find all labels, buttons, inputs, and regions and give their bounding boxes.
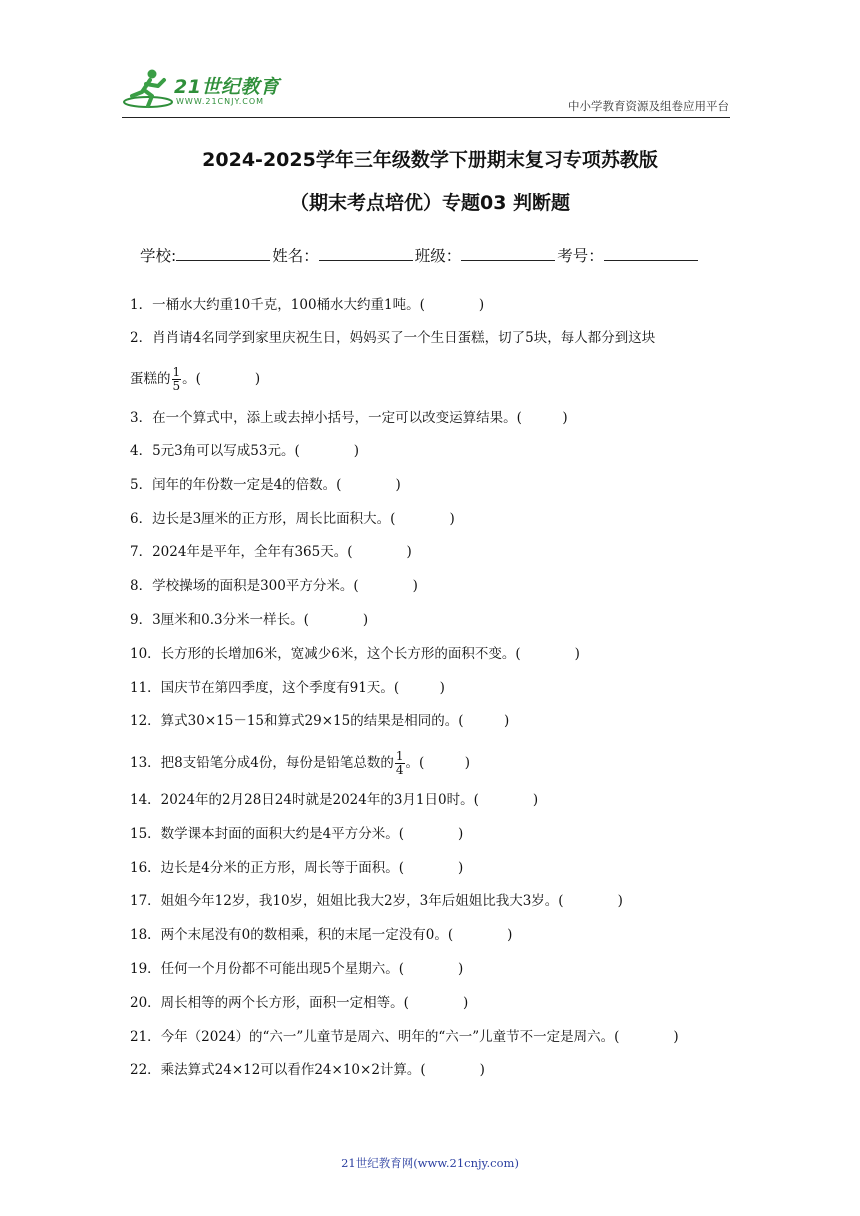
fraction-denominator: 5 [172,379,181,393]
runner-logo-icon [122,66,174,112]
header-divider [122,117,730,118]
question-2-line2 [130,366,260,393]
school-field [140,244,272,266]
class-field [415,244,558,266]
question-11: 11．国庆节在第四季度，这个季度有91天。( ) [130,680,445,696]
question-10: 10．长方形的长增加6米，宽减少6米，这个长方形的面积不变。( ) [130,646,580,662]
class-blank[interactable] [461,244,555,261]
fraction-numerator: 1 [172,365,181,379]
page-header [0,0,860,125]
name-label: 姓名： [272,247,319,265]
question-13 [130,750,470,777]
school-blank[interactable] [176,244,270,261]
question-19: 19．任何一个月份都不可能出现5个星期六。( ) [130,961,464,977]
question-13-suffix: 。( ) [405,755,471,771]
question-18: 18．两个末尾没有0的数相乘，积的末尾一定没有0。( ) [130,927,513,943]
fraction-numerator: 1 [395,749,404,763]
question-9: 9．3厘米和0.3分米一样长。( ) [130,612,369,628]
student-info-row [140,244,740,266]
question-2-line1: 2．肖肖请4名同学到家里庆祝生日，妈妈买了一个生日蛋糕，切了5块，每人都分到这块 [130,330,656,346]
question-14: 14．2024年的2月28日24时就是2024年的3月1日0时。( ) [130,792,539,808]
question-6: 6．边长是3厘米的正方形，周长比面积大。( ) [130,511,455,527]
question-16: 16．边长是4分米的正方形，周长等于面积。( ) [130,860,464,876]
question-20: 20．周长相等的两个长方形，面积一定相等。( ) [130,995,469,1011]
logo-text: 21世纪教育 [174,76,280,98]
page-subtitle: （期末考点培优）专题03 判断题 [289,192,571,214]
fraction-one-fourth [395,750,405,777]
fraction-denominator: 4 [395,763,404,777]
question-13-prefix: 13．把8支铅笔分成4份，每份是铅笔总数的 [130,755,394,771]
page-title: 2024-2025学年三年级数学下册期末复习专项苏教版 [202,149,658,171]
question-8: 8．学校操场的面积是300平方分米。( ) [130,578,418,594]
question-17: 17．姐姐今年12岁，我10岁，姐姐比我大2岁，3年后姐姐比我大3岁。( ) [130,893,623,909]
platform-label: 中小学教育资源及组卷应用平台 [568,99,729,113]
question-15: 15．数学课本封面的面积大约是4平方分米。( ) [130,826,464,842]
question-1: 1．一桶水大约重10千克，100桶水大约重1吨。( ) [130,297,485,313]
question-7: 7．2024年是平年，全年有365天。( ) [130,544,412,560]
question-12: 12．算式30×15－15和算式29×15的结果是相同的。( ) [130,713,510,729]
question-5: 5．闰年的年份数一定是4的倍数。( ) [130,477,401,493]
name-blank[interactable] [319,244,413,261]
question-2-prefix: 蛋糕的 [130,371,171,387]
logo-url: WWW.21CNJY.COM [176,97,265,106]
question-2-suffix: 。( ) [182,371,261,387]
name-field [272,244,415,266]
footer-link[interactable]: 21世纪教育网(www.21cnjy.com) [341,1156,519,1170]
question-4: 4．5元3角可以写成53元。( ) [130,443,359,459]
question-21: 21．今年（2024）的“六一”儿童节是周六、明年的“六一”儿童节不一定是周六。( ) [130,1029,679,1045]
question-3: 3．在一个算式中，添上或去掉小括号，一定可以改变运算结果。( ) [130,410,568,426]
logo [122,66,292,114]
number-field [557,244,700,266]
number-label: 考号： [557,247,604,265]
school-label: 学校: [140,247,177,265]
class-label: 班级： [414,247,462,265]
question-22: 22．乘法算式24×12可以看作24×10×2计算。( ) [130,1062,485,1078]
fraction-one-fifth [172,366,182,393]
number-blank[interactable] [604,244,698,261]
